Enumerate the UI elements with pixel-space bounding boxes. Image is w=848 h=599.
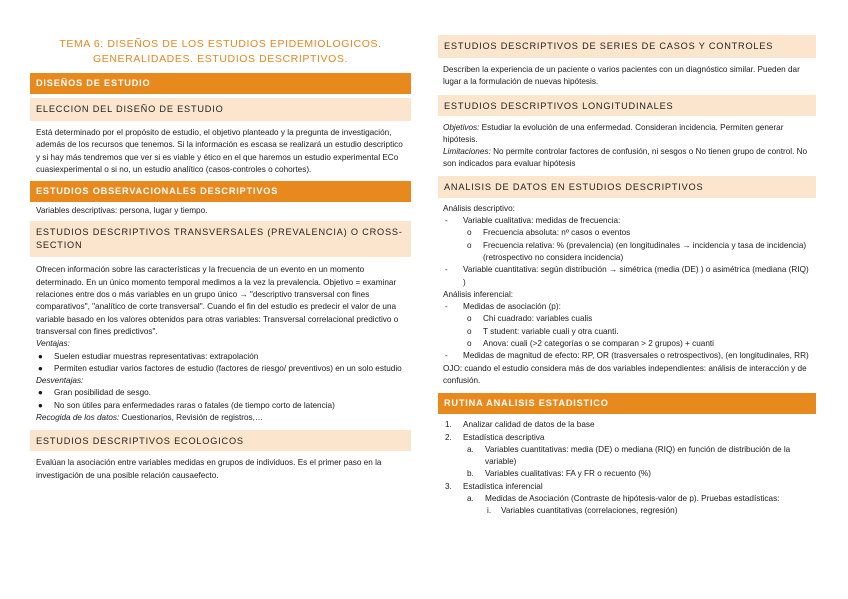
recogida-label: Recogida de los datos:	[36, 413, 120, 423]
limitaciones-line	[443, 146, 811, 171]
longitudinales-block	[438, 122, 816, 171]
list-item: ● Gran posibilidad de sesgo.	[36, 387, 405, 399]
list-item: o Anova: cuali (>2 categorías o se comparan > 2 grupos) + cuanti	[443, 338, 811, 350]
list-item: - Variable cuantitativa: según distribución → simétrica (media (DE) ) o asimétrica (mediana (RIQ) )	[445, 265, 809, 287]
list-marker: 3.	[445, 481, 452, 491]
list-item: ● No son útiles para enfermedades raras o fatales (de tiempo corto de latencia)	[36, 400, 405, 412]
list-marker: a.	[467, 494, 474, 504]
limitaciones-text: No permite controlar factores de confusión, ni sesgos o No tienen grupo de control. No son indicados para evaluar hipótesis	[443, 147, 808, 169]
list-marker: 1.	[445, 420, 452, 430]
bullet-icon: ●	[38, 388, 43, 398]
analisis-descriptivo-list	[443, 215, 811, 289]
dash-bullet-icon: -	[445, 216, 448, 226]
list-item: i. Variables cuantitativas (correlaciones, regresión)	[443, 505, 811, 517]
list-marker: a.	[467, 444, 474, 454]
dash-bullet-icon: -	[445, 351, 448, 361]
list-marker: b.	[467, 469, 474, 479]
analisis-descriptivo-label: Análisis descriptivo:	[443, 203, 515, 213]
series-casos-text: Describen la experiencia de un paciente o varios pacientes con un diagnóstico similar. Pueden dar lugar a la formulación de nuevas hipótesis.	[443, 65, 800, 87]
left-column	[30, 0, 411, 482]
list-item: o Frecuencia relativa: % (prevalencia) (en longitudinales → incidencia y tasa de incidencia) (retrospectivo no considera incidencia)	[467, 240, 807, 262]
subheading-eleccion: ELECCION DEL DISEÑO DE ESTUDIO	[30, 98, 411, 121]
analisis-inferencial-list	[443, 301, 811, 362]
list-item: 1. Analizar calidad de datos de la base	[443, 419, 811, 431]
objetivos-label: Objetivos:	[443, 122, 480, 132]
list-item: o T student: variable cuali y otra cuanti.	[443, 326, 811, 338]
list-item: a. Variables cuantitativas: media (DE) o mediana (RIQ) en función de distribución de la variable)	[467, 444, 791, 467]
right-column	[438, 0, 816, 518]
dash-bullet-icon: -	[445, 265, 448, 275]
list-item: b. Variables cualitativas: FA y FR o recuento (%)	[443, 468, 811, 480]
subheading-longitudinales: ESTUDIOS DESCRIPTIVOS LONGITUDINALES	[438, 95, 816, 116]
transversales-text: Ofrecen información sobre las características y la frecuencia de un evento en un momento determinado. En un único momento temporal medimos a la vez la prevalencia. Objetivo = examinar relaciones entre dos o más variables en un grupo único → "descriptivo transversal con fines comparativos", "analítico de corte transversal". Cuando el fin del estudio es predecir el valor de una variable basado en los valores obtenidos para otras variables: Transversal correlacional predictivo o transversal con fines predictivos".	[36, 265, 399, 336]
subheading-transversales: ESTUDIOS DESCRIPTIVOS TRANSVERSALES (PREVALENCIA) O CROSS-SECTION	[30, 221, 411, 257]
ojo-note: OJO: cuando el estudio considera más de dos variables independientes: análisis de interacción y de confusión.	[443, 363, 807, 385]
recogida-text: Cuestionarios, Revisión de registros,…	[119, 413, 264, 423]
subheading-series-casos: ESTUDIOS DESCRIPTIVOS DE SERIES DE CASOS Y CONTROLES	[438, 35, 816, 58]
circle-bullet-icon: o	[467, 339, 472, 349]
analisis-block	[438, 203, 816, 387]
section-heading-disenos: DISEÑOS DE ESTUDIO	[30, 73, 411, 94]
recogida-line	[36, 412, 405, 424]
desventajas-list	[36, 387, 405, 412]
ventajas-block	[30, 338, 411, 424]
list-marker: i.	[487, 506, 492, 516]
document-title-line2: GENERALIDADES. ESTUDIOS DESCRIPTIVOS.	[93, 53, 348, 65]
subheading-ecologicos: ESTUDIOS DESCRIPTIVOS ECOLOGICOS	[30, 430, 411, 451]
ventajas-list	[36, 351, 405, 376]
circle-bullet-icon: o	[467, 228, 472, 238]
eleccion-text: Está determinado por el propósito de estudio, el objetivo planteado y la pregunta de investigación, además de los recursos que tenemos. Si la información es escasa se realizará un estudio descriptico y si hay más tendremos que ver si es viable y ético en el que haremos un estudio experimental ECo cuasiexperimental o si no, un estudio analítico (casos-controles o cohortes).	[36, 128, 403, 174]
rutina-list	[438, 419, 816, 517]
observacionales-text: Variables descriptivas: persona, lugar y tiempo.	[36, 206, 208, 216]
ventajas-label: Ventajas:	[36, 339, 70, 349]
list-item: - Variable cualitativa: medidas de frecuencia:	[443, 215, 811, 227]
analisis-inferencial-label: Análisis inferencial:	[443, 289, 514, 299]
section-heading-observacionales: ESTUDIOS OBSERVACIONALES DESCRIPTIVOS	[30, 181, 411, 202]
objetivos-line	[443, 122, 811, 147]
subheading-analisis-datos: ANALISIS DE DATOS EN ESTUDIOS DESCRIPTIVOS	[438, 176, 816, 198]
list-item: a. Medidas de Asociación (Contraste de hipótesis-valor de p). Pruebas estadísticas:	[443, 493, 811, 505]
bullet-icon: ●	[38, 363, 43, 373]
section-heading-rutina: RUTINA ANALISIS ESTADISTICO	[438, 393, 816, 414]
circle-bullet-icon: o	[467, 314, 472, 324]
list-item: ● Suelen estudiar muestras representativas: extrapolación	[36, 351, 405, 363]
document-title-line1: TEMA 6: DISEÑOS DE LOS ESTUDIOS EPIDEMIOLOGICOS.	[59, 38, 382, 50]
bullet-icon: ●	[38, 400, 43, 410]
list-item: 2. Estadística descriptiva	[443, 432, 811, 444]
document-title	[30, 37, 411, 67]
list-item: - Medidas de asociación (p):	[443, 301, 811, 313]
list-item: ● Permiten estudiar varios factores de estudio (factores de riesgo/ preventivos) en un solo estudio	[36, 363, 405, 375]
ecologicos-text: Evalúan la asociación entre variables medidas en grupos de individuos. Es el primer paso en la investigación de una posible relación causaefecto.	[36, 458, 382, 480]
dash-bullet-icon: -	[445, 302, 448, 312]
objetivos-text: Estudiar la evolución de una enfermedad. Consideran incidencia. Permiten generar hipótesis.	[443, 122, 784, 144]
list-marker: 2.	[445, 432, 452, 442]
list-item: o Frecuencia absoluta: nº casos o eventos	[443, 227, 811, 239]
circle-bullet-icon: o	[467, 240, 472, 250]
limitaciones-label: Limitaciones:	[443, 147, 491, 157]
list-item: 3. Estadística inferencial	[443, 481, 811, 493]
bullet-icon: ●	[38, 351, 43, 361]
list-item: - Medidas de magnitud de efecto: RP, OR (trasversales o retrospectivos), (en longitudinales, RR)	[443, 350, 811, 362]
list-item: o Chi cuadrado: variables cualis	[443, 313, 811, 325]
circle-bullet-icon: o	[467, 326, 472, 336]
desventajas-label: Desventajas:	[36, 376, 84, 386]
